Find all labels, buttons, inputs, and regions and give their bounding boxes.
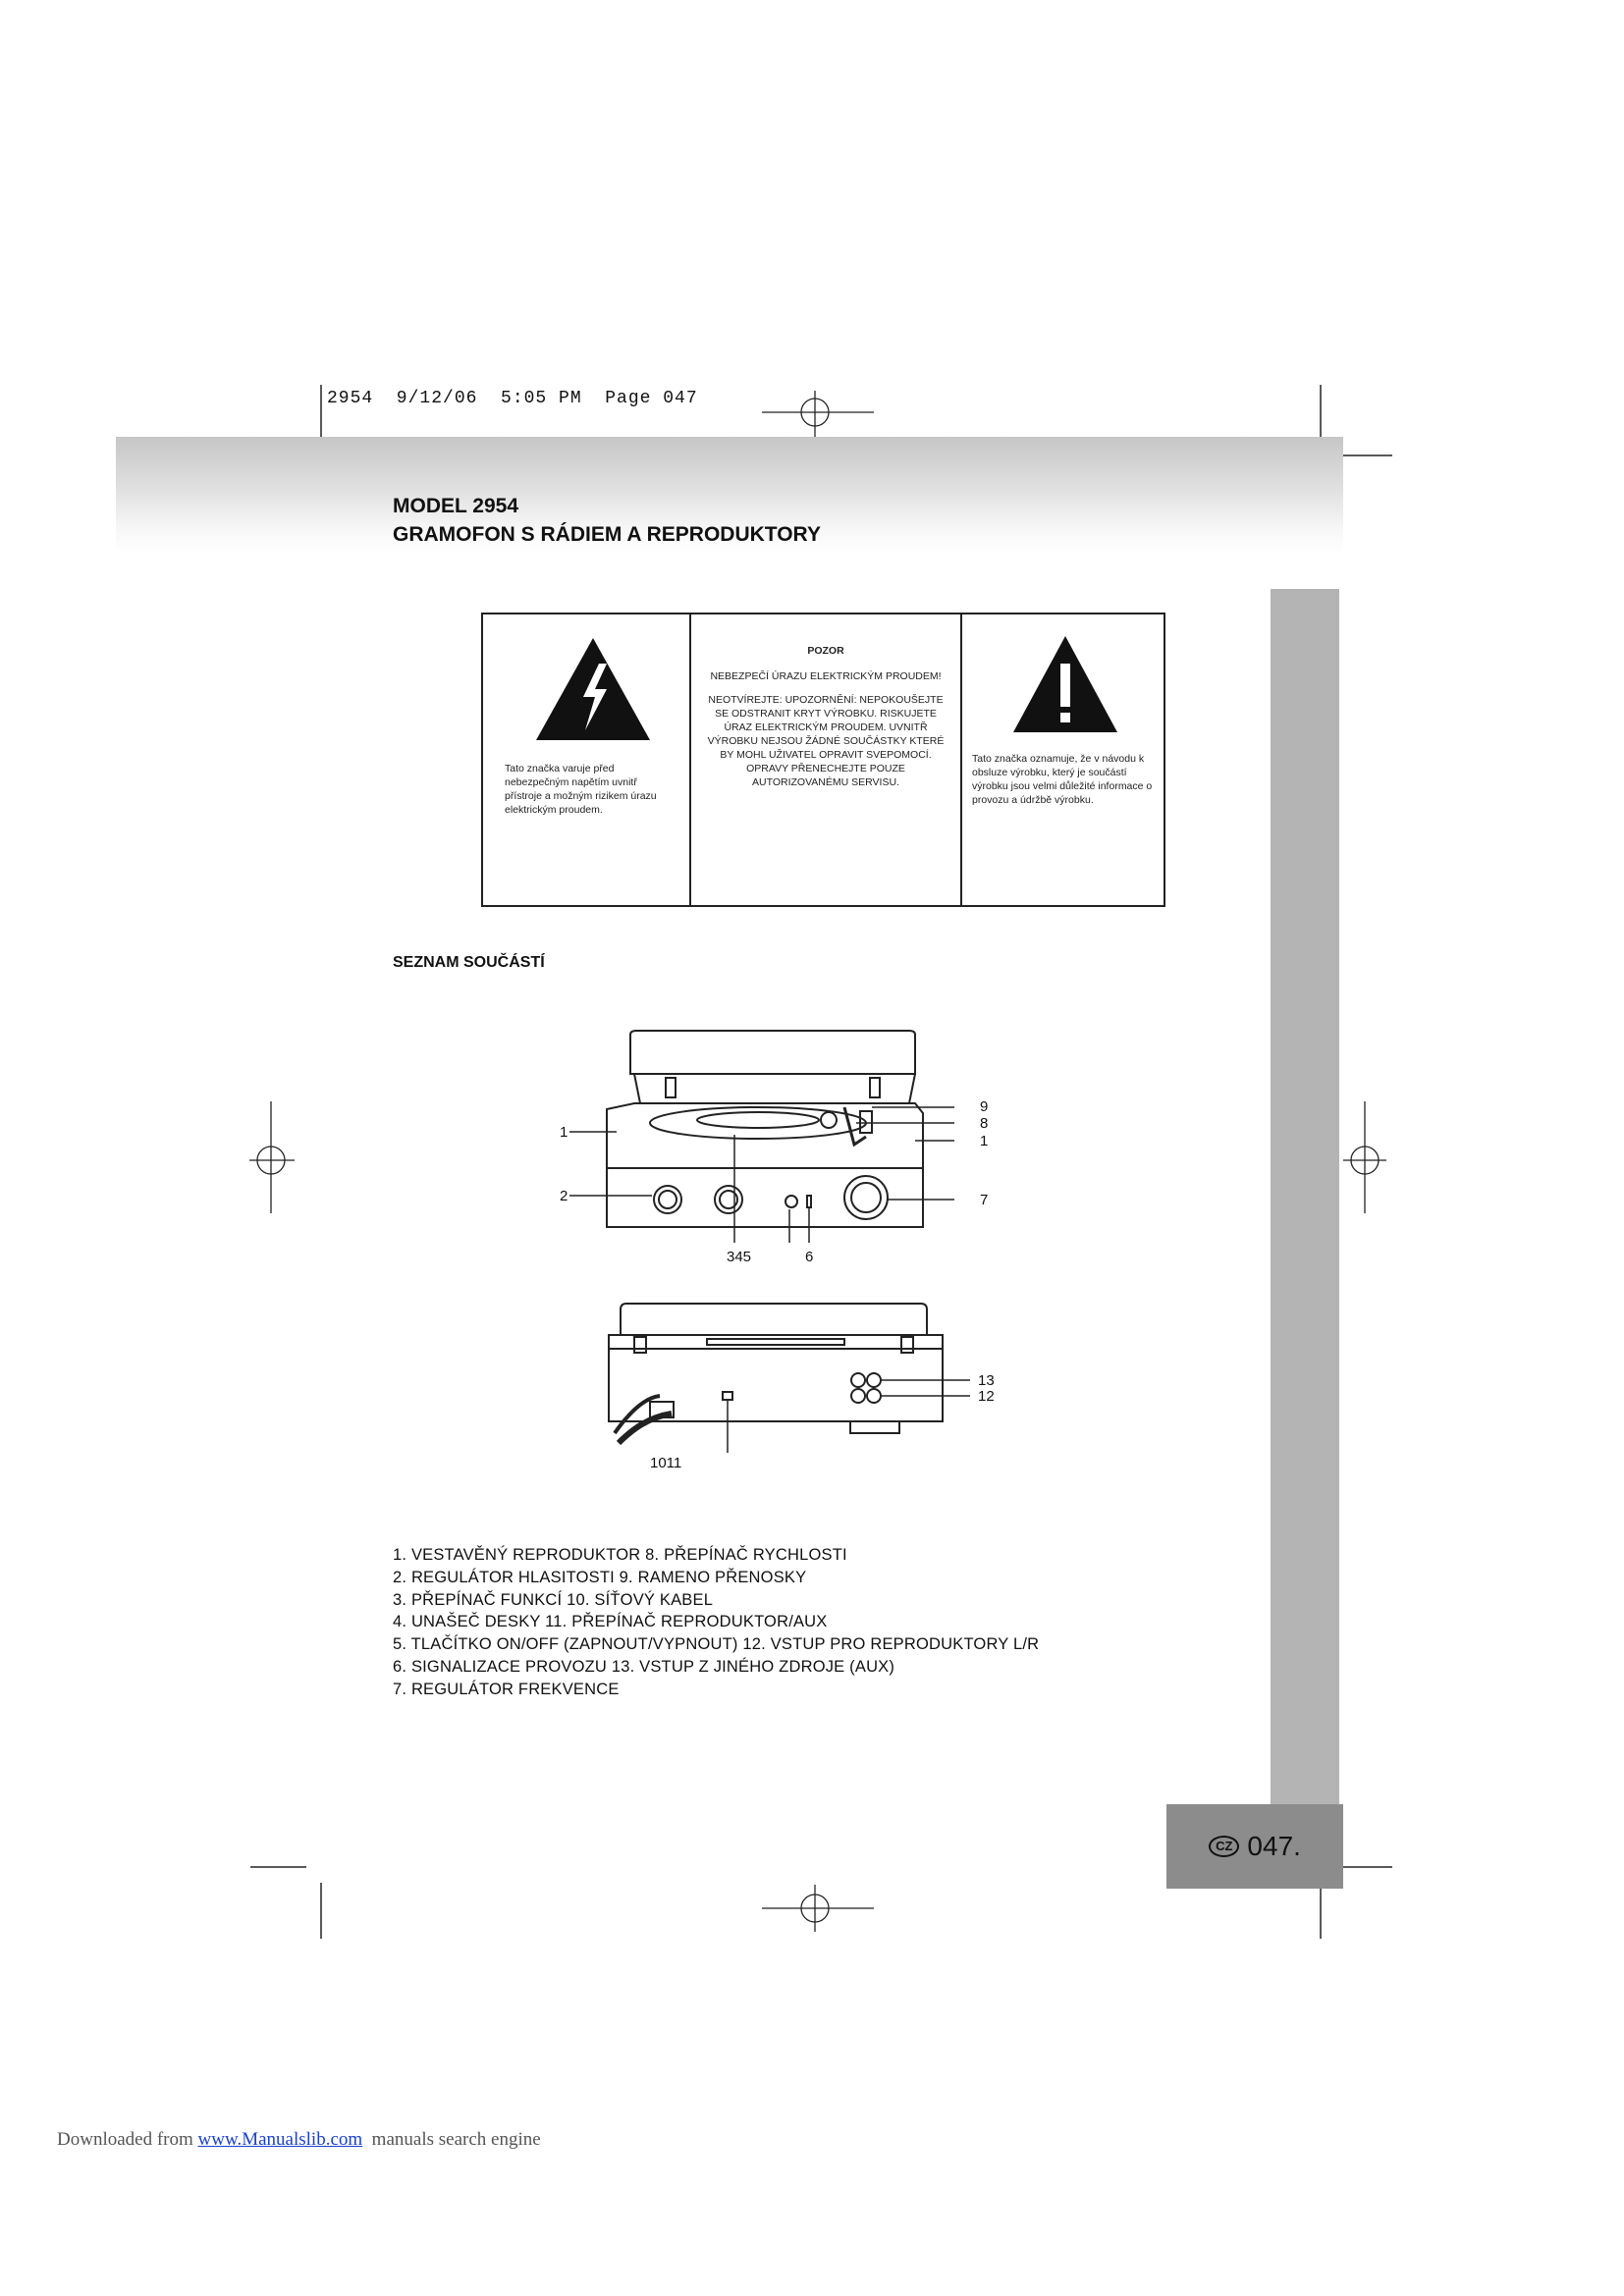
footer-suffix: manuals search engine	[362, 2129, 541, 2150]
callout-9: 9	[980, 1098, 989, 1115]
callout-345: 345	[727, 1249, 752, 1265]
registration-mark-right	[1343, 1101, 1386, 1213]
safety-warning-box	[481, 613, 1165, 907]
model-title: MODEL 2954	[393, 495, 518, 517]
warning-column-info	[962, 614, 1164, 905]
list-item: 6. SIGNALIZACE PROVOZU 13. VSTUP Z JINÉHO ZDROJE (AUX)	[393, 1657, 895, 1676]
list-item: 3. PŘEPÍNAČ FUNKCÍ 10. SÍŤOVÝ KABEL	[393, 1590, 714, 1609]
registration-mark-left	[249, 1101, 295, 1213]
language-badge: CZ	[1209, 1836, 1239, 1857]
callout-8: 8	[980, 1115, 989, 1132]
warning-column-shock	[483, 614, 691, 905]
side-tab-bar	[1271, 589, 1339, 1804]
manualslib-link[interactable]: www.Manualslib.com	[197, 2129, 363, 2150]
registration-mark-bottom	[762, 1885, 874, 1932]
page-number: 047.	[1247, 1831, 1301, 1861]
exclamation-warning-icon	[1011, 634, 1119, 736]
callout-1-right: 1	[980, 1133, 989, 1149]
warning-shock-text: NEBEZPEČÍ ÚRAZU ELEKTRICKÝM PROUDEM!	[710, 670, 942, 682]
warning-details-text: NEOTVÍREJTE: UPOZORNĚNÍ: NEPOKOUŠEJTE SE ODSTRANIT KRYT VÝROBKU. RISKUJETE ÚRAZ ELEKTRICKÝM PROUDEM. UVNITŘ VÝROBKU NEJSOU ŽÁDNÉ SOUČÁSTKY KTERÉ BY MOHL UŽIVATEL OPRAVIT SVEPOMOCÍ. OPRAVY PŘENECHEJTE POUZE AUTORIZOVANÉMU SERVISU.	[707, 694, 945, 788]
list-item: 4. UNAŠEČ DESKY 11. PŘEPÍNAČ REPRODUKTOR/AUX	[393, 1613, 828, 1631]
callout-6: 6	[805, 1249, 814, 1265]
list-item: 5. TLAČÍTKO ON/OFF (ZAPNOUT/VYPNOUT) 12. VSTUP PRO REPRODUKTORY L/R	[393, 1635, 1040, 1654]
callout-13: 13	[978, 1372, 995, 1389]
warning-left-text: Tato značka varuje před nebezpečným napětím uvnitř přístroje a možným rizikem úrazu elektrickým proudem.	[505, 763, 657, 816]
print-slug: 2954 9/12/06 5:05 PM Page 047	[327, 389, 698, 408]
list-item: 1. VESTAVĚNÝ REPRODUKTOR 8. PŘEPÍNAČ RYCHLOSTI	[393, 1546, 847, 1564]
callout-12: 12	[978, 1388, 995, 1405]
callout-2: 2	[560, 1188, 568, 1204]
callout-1011: 1011	[650, 1455, 682, 1471]
callout-1-left: 1	[560, 1124, 568, 1141]
registration-mark-top	[762, 391, 874, 437]
turntable-front-diagram	[550, 1021, 1011, 1276]
parts-list-heading: SEZNAM SOUČÁSTÍ	[393, 954, 545, 971]
warning-heading: POZOR	[807, 645, 844, 657]
callout-7: 7	[980, 1192, 989, 1208]
list-item: 7. REGULÁTOR FREKVENCE	[393, 1680, 620, 1698]
warning-column-caution	[691, 614, 962, 905]
parts-list	[393, 1544, 1039, 1701]
footer-prefix: Downloaded from	[57, 2129, 198, 2150]
download-footer	[57, 2129, 541, 2151]
product-subtitle: GRAMOFON S RÁDIEM A REPRODUKTORY	[393, 523, 821, 546]
list-item: 2. REGULÁTOR HLASITOSTI 9. RAMENO PŘENOSKY	[393, 1568, 807, 1586]
page-number-box	[1166, 1804, 1343, 1889]
electric-shock-warning-icon	[534, 636, 652, 744]
warning-right-text: Tato značka oznamuje, že v návodu k obsluze výrobku, který je součástí výrobku jsou velmi důležité informace o provozu a údržbě výrobku.	[972, 753, 1153, 806]
